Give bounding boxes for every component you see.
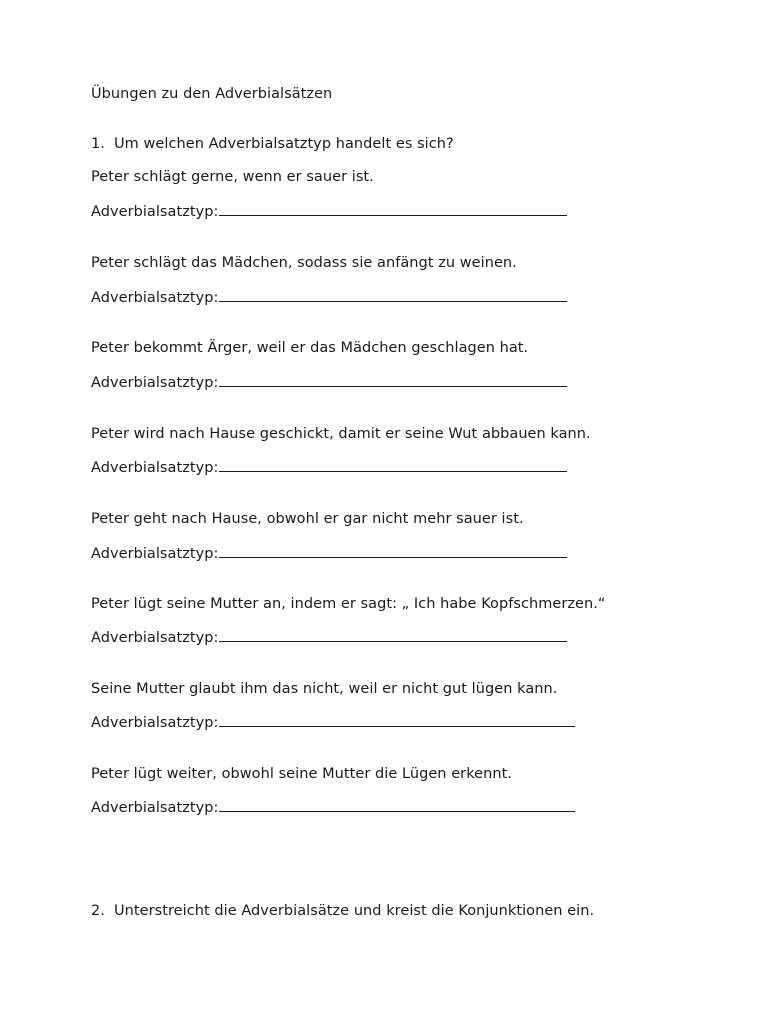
exercise-sentence-6: Peter lügt seine Mutter an, indem er sagt: „ Ich habe Kopfschmerzen.“ (91, 596, 606, 612)
exercise-sentence-3: Peter bekommt Ärger, weil er das Mädchen geschlagen hat. (91, 340, 529, 356)
answer-blank-5[interactable] (219, 556, 567, 558)
task-1-number: 1. (91, 136, 105, 152)
answer-label: Adverbialsatztyp: (91, 546, 219, 562)
exercise-sentence-4: Peter wird nach Hause geschickt, damit er seine Wut abbauen kann. (91, 426, 591, 442)
task-2-heading (91, 902, 594, 920)
exercise-sentence-2: Peter schlägt das Mädchen, sodass sie anfängt zu weinen. (91, 255, 517, 271)
answer-blank-6[interactable] (219, 640, 567, 642)
answer-label: Adverbialsatztyp: (91, 800, 219, 816)
task-1-heading (91, 135, 454, 153)
answer-label: Adverbialsatztyp: (91, 375, 219, 391)
worksheet-title: Übungen zu den Adverbialsätzen (91, 86, 333, 102)
answer-row-2 (91, 289, 567, 307)
exercise-sentence-1: Peter schlägt gerne, wenn er sauer ist. (91, 169, 374, 185)
answer-row-5 (91, 545, 567, 563)
answer-row-6 (91, 629, 567, 647)
answer-label: Adverbialsatztyp: (91, 290, 219, 306)
task-1-question: Um welchen Adverbialsatztyp handelt es sich? (114, 136, 454, 152)
task-2-instruction: Unterstreicht die Adverbialsätze und kreist die Konjunktionen ein. (114, 903, 595, 919)
answer-blank-2[interactable] (219, 300, 567, 302)
answer-label: Adverbialsatztyp: (91, 460, 219, 476)
exercise-sentence-8: Peter lügt weiter, obwohl seine Mutter die Lügen erkennt. (91, 766, 512, 782)
answer-row-7 (91, 714, 575, 732)
answer-blank-8[interactable] (219, 810, 575, 812)
answer-blank-4[interactable] (219, 470, 567, 472)
answer-label: Adverbialsatztyp: (91, 630, 219, 646)
answer-blank-1[interactable] (219, 214, 567, 216)
answer-label: Adverbialsatztyp: (91, 715, 219, 731)
answer-blank-7[interactable] (219, 725, 575, 727)
exercise-sentence-7: Seine Mutter glaubt ihm das nicht, weil er nicht gut lügen kann. (91, 681, 558, 697)
answer-row-4 (91, 459, 567, 477)
answer-row-3 (91, 374, 567, 392)
answer-row-1 (91, 203, 567, 221)
answer-blank-3[interactable] (219, 385, 567, 387)
answer-label: Adverbialsatztyp: (91, 204, 219, 220)
answer-row-8 (91, 799, 575, 817)
task-2-number: 2. (91, 903, 105, 919)
exercise-sentence-5: Peter geht nach Hause, obwohl er gar nicht mehr sauer ist. (91, 511, 524, 527)
